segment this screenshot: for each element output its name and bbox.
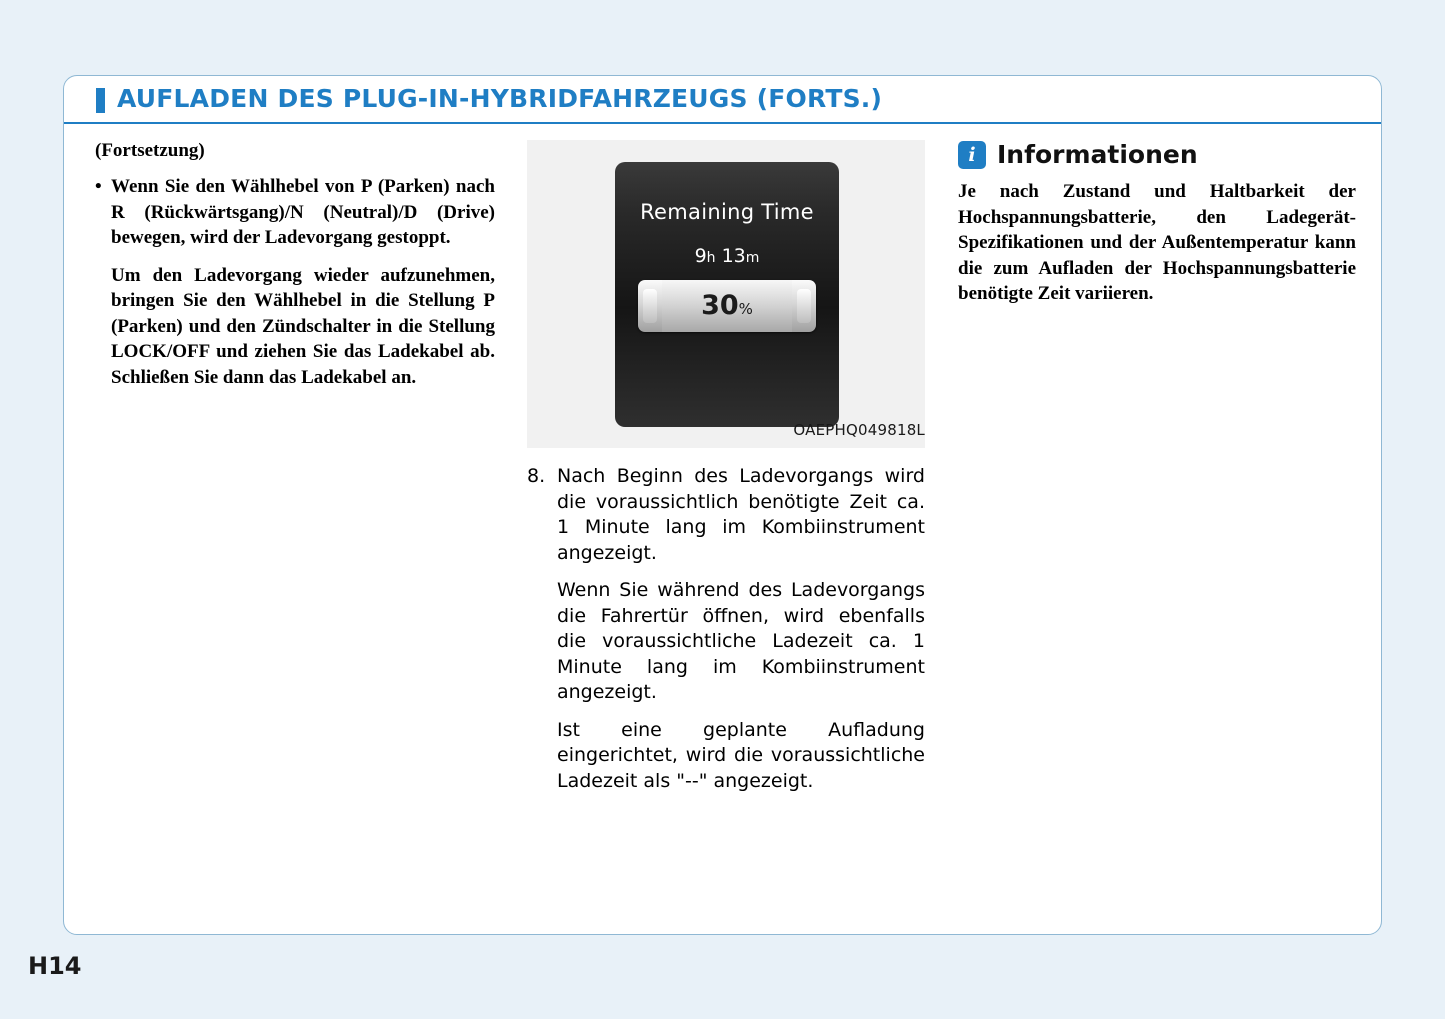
battery-icon [638,280,816,332]
figure-remaining-time [527,140,925,448]
bullet-item [95,174,495,251]
middle-paragraph-1: Wenn Sie während des Ladevorgangs die Fahrertür öffnen, wird ebenfalls die voraussichtliche Ladezeit ca. 1 Minute lang im Kombiinstrument angezeigt. [557,579,925,703]
continuation-label: (Fortsetzung) [95,140,205,161]
page-number: H14 [28,952,82,980]
header-accent-bar [96,88,105,113]
remaining-time-value [615,245,839,267]
page-header [64,76,1381,124]
remaining-hours-unit: h [706,250,716,266]
step-number: 8. [527,465,546,487]
figure-code: OAEPHQ049818L [793,421,925,439]
battery-cap [643,289,657,323]
left-column [95,140,495,402]
battery-percent-symbol: % [738,300,753,318]
manual-page [63,75,1382,935]
cluster-display [615,162,839,427]
information-body: Je nach Zustand und Haltbarkeit der Hochspannungsbatterie, den Ladegerät-Spezifikationen und der Außentemperatur kann die zum Aufladen der Hochspannungsbatterie benötigte Zeit variieren. [958,181,1356,304]
page-title: AUFLADEN DES PLUG-IN-HYBRIDFAHRZEUGS (FORTS.) [117,84,883,113]
step-text: Nach Beginn des Ladevorgangs wird die voraussichtlich benötigte Zeit ca. 1 Minute lang im Kombiinstrument angezeigt. [557,465,925,564]
bullet-item-text: Wenn Sie den Wählhebel von P (Parken) nach R (Rückwärtsgang)/N (Neutral)/D (Drive) bewegen, wird der Ladevorgang gestoppt. [111,176,495,248]
remaining-minutes-unit: m [745,250,760,266]
remaining-hours: 9 [694,245,707,267]
right-column [958,140,1356,307]
information-header [958,140,1356,169]
bullet-marker: • [95,176,102,197]
remaining-minutes: 13 [721,245,746,267]
battery-percent-value: 30 [701,290,739,321]
info-icon: i [958,141,986,169]
battery-percent-readout [662,280,792,332]
middle-paragraph-2: Ist eine geplante Aufladung eingerichtet, wird die voraussichtliche Ladezeit als "--" angezeigt. [557,718,925,792]
display-title: Remaining Time [640,200,814,224]
information-title: Informationen [997,140,1198,169]
left-paragraph: Um den Ladevorgang wieder aufzunehmen, bringen Sie den Wählhebel in die Stellung P (Parken) und den Zündschalter in die Stellung LOCK/OFF und ziehen Sie das Ladekabel ab. Schließen Sie dann das Ladekabel an. [111,264,495,388]
middle-column [527,140,925,794]
numbered-step [527,464,925,566]
battery-tip [797,289,811,323]
